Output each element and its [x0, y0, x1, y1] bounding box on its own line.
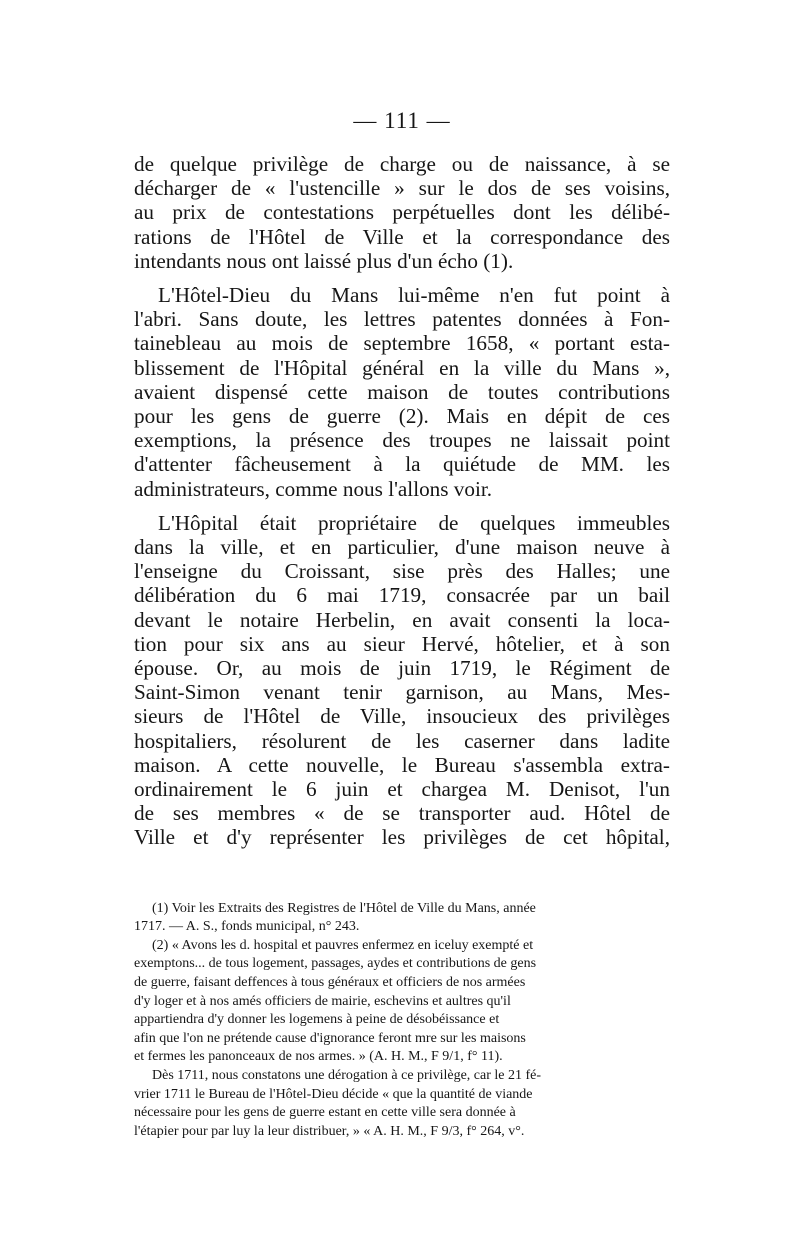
text-line: d'attenter fâcheusement à la quiétude de MM. les	[134, 452, 670, 477]
text-line: l'enseigne du Croissant, sise près des Halles; une	[134, 559, 670, 584]
book-page	[134, 108, 670, 1141]
text-line: pour les gens de guerre (2). Mais en dépit de ces	[134, 404, 670, 429]
footnote-3	[134, 1067, 670, 1141]
text-line: ordinairement le 6 juin et chargea M. Denisot, l'un	[134, 777, 670, 802]
page-number: — 111 —	[353, 108, 451, 133]
text-line: Ville et d'y représenter les privilèges de cet hôpital,	[134, 825, 670, 850]
footnotes	[134, 900, 670, 1142]
text-line: exemptions, la présence des troupes ne laissait point	[134, 428, 670, 453]
footnote-line: d'y loger et à nos amés officiers de mairie, eschevins et aultres qu'il	[134, 993, 511, 1009]
footnote-line: 1717. — A. S., fonds municipal, n° 243.	[134, 919, 360, 935]
text-line: maison. A cette nouvelle, le Bureau s'assembla extra-	[134, 752, 670, 777]
text-line: tion pour six ans au sieur Hervé, hôtelier, et à son	[134, 631, 670, 656]
text-line: sieurs de l'Hôtel de Ville, insoucieux des privilèges	[134, 704, 670, 729]
main-text	[134, 152, 670, 850]
footnote-line: (2) « Avons les d. hospital et pauvres enfermez en iceluy exempté et	[152, 937, 534, 953]
text-line: Saint-Simon venant tenir garnison, au Mans, Mes-	[134, 680, 670, 705]
text-line: de ses membres « de se transporter aud. Hôtel de	[134, 801, 670, 826]
text-line: devant le notaire Herbelin, en avait consenti la loca-	[134, 607, 670, 632]
text-line: blissement de l'Hôpital général en la ville du Mans »,	[134, 355, 670, 380]
text-line: administrateurs, comme nous l'allons voir.	[134, 476, 493, 501]
text-line: décharger de « l'ustencille » sur le dos de ses voisins,	[134, 176, 670, 201]
footnote-line: afin que l'on ne prétende cause d'ignorance feront mre sur les maisons	[134, 1030, 526, 1046]
footnote-line: nécessaire pour les gens de guerre estant en cette ville sera donnée à	[134, 1105, 516, 1121]
footnote-line: exemptons... de tous logement, passages, aydes et contributions de gens	[134, 956, 537, 972]
footnote-2	[134, 937, 670, 1067]
text-line: L'Hôtel-Dieu du Mans lui-même n'en fut point à	[158, 283, 670, 308]
paragraph-1	[134, 152, 670, 273]
text-line: épouse. Or, au mois de juin 1719, le Régiment de	[134, 656, 670, 681]
footnote-line: de guerre, faisant deffences à tous généraux et officiers de nos armées	[134, 975, 526, 991]
footnote-line: l'étapier pour par luy la leur distribuer, » « A. H. M., F 9/3, f° 264, v°.	[134, 1123, 525, 1139]
text-line: rations de l'Hôtel de Ville et la correspondance des	[134, 224, 670, 249]
text-line: intendants nous ont laissé plus d'un écho (1).	[134, 248, 514, 273]
footnote-line: vrier 1711 le Bureau de l'Hôtel-Dieu décide « que la quantité de viande	[134, 1086, 533, 1102]
text-line: hospitaliers, résolurent de les caserner dans ladite	[134, 728, 670, 753]
footnote-line: et fermes les panonceaux de nos armes. » (A. H. M., F 9/1, f° 11).	[134, 1049, 503, 1065]
text-line: L'Hôpital était propriétaire de quelques immeubles	[158, 510, 670, 535]
text-line: de quelque privilège de charge ou de naissance, à se	[134, 152, 670, 176]
footnote-line: (1) Voir les Extraits des Registres de l'Hôtel de Ville du Mans, année	[152, 900, 536, 916]
paragraph-3	[134, 511, 670, 850]
footnote-1	[134, 900, 670, 937]
text-line: tainebleau au mois de septembre 1658, « portant esta-	[134, 331, 670, 356]
text-line: avaient dispensé cette maison de toutes contributions	[134, 379, 670, 404]
text-line: délibération du 6 mai 1719, consacrée par un bail	[134, 583, 670, 608]
text-line: au prix de contestations perpétuelles dont les délibé-	[134, 200, 670, 225]
paragraph-2	[134, 283, 670, 501]
footnote-line: Dès 1711, nous constatons une dérogation à ce privilège, car le 21 fé-	[152, 1068, 542, 1084]
footnote-line: appartiendra d'y donner les logemens à peine de désobéissance et	[134, 1012, 500, 1028]
text-line: dans la ville, et en particulier, d'une maison neuve à	[134, 535, 670, 560]
text-line: l'abri. Sans doute, les lettres patentes données à Fon-	[134, 307, 670, 332]
